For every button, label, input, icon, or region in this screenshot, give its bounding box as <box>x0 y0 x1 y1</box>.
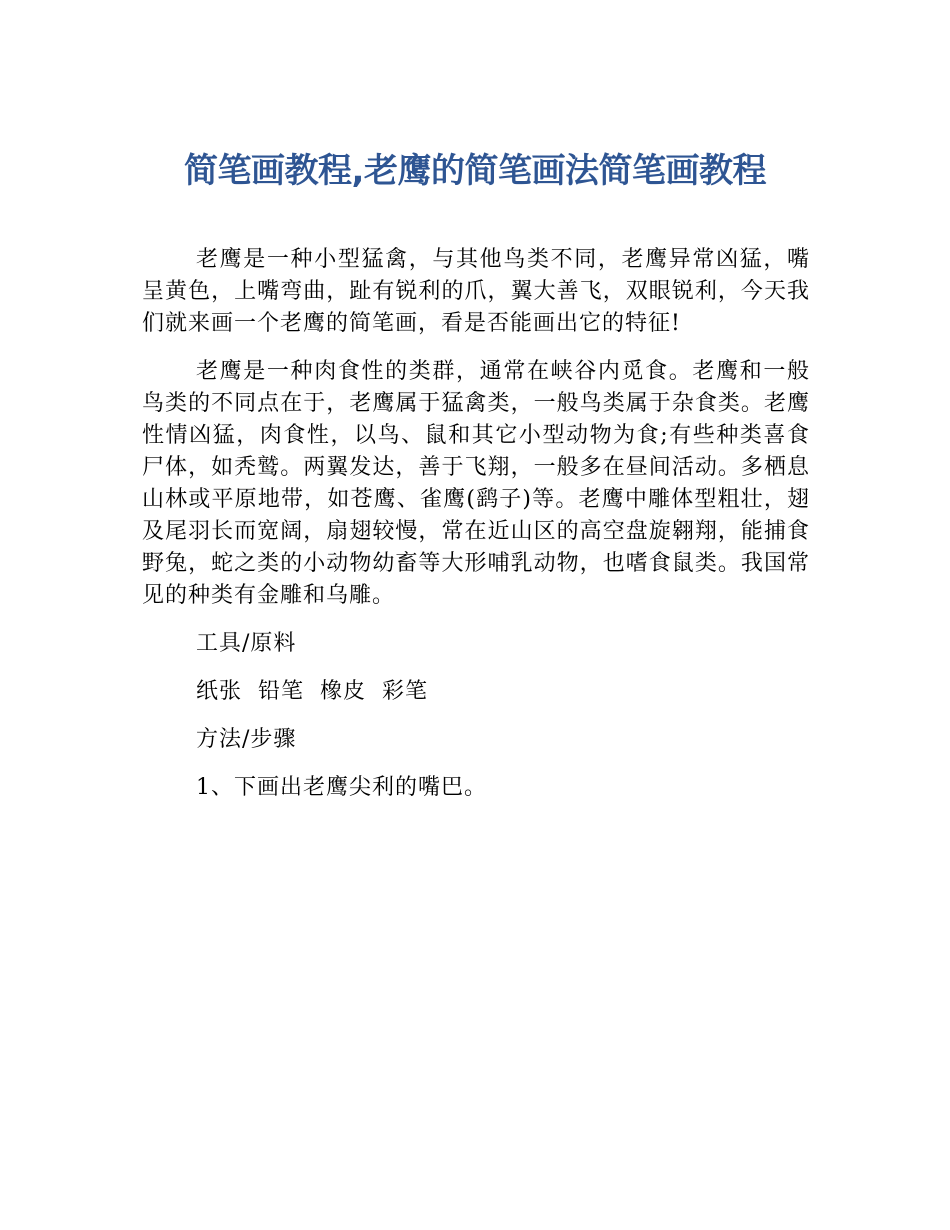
intro-paragraph: 老鹰是一种小型猛禽，与其他鸟类不同，老鹰异常凶猛，嘴呈黄色，上嘴弯曲，趾有锐利的爪，翼大善飞，双眼锐利，今天我们就来画一个老鹰的简笔画，看是否能画出它的特征! <box>142 247 810 336</box>
description-paragraph: 老鹰是一种肉食性的类群，通常在峡谷内觅食。老鹰和一般鸟类的不同点在于，老鹰属于猛禽类，一般鸟类属于杂食类。老鹰性情凶猛，肉食性，以鸟、鼠和其它小型动物为食;有些种类喜食尸体，如秃鹫。两翼发达，善于飞翔，一般多在昼间活动。多栖息山林或平原地带，如苍鹰、雀鹰(鹞子)等。老鹰中雕体型粗壮，翅及尾羽长而宽阔，扇翅较慢，常在近山区的高空盘旋翱翔，能捕食野兔，蛇之类的小动物幼畜等大形哺乳动物，也嗜食鼠类。我国常见的种类有金雕和乌雕。 <box>142 359 810 608</box>
document-body <box>142 244 810 820</box>
step-1: 1、下画出老鹰尖利的嘴巴。 <box>196 775 487 800</box>
tools-heading: 工具/原料 <box>196 631 297 656</box>
tools-list: 纸张 铅笔 橡皮 彩笔 <box>196 679 428 704</box>
steps-heading: 方法/步骤 <box>196 727 297 752</box>
document-title: 简笔画教程,老鹰的简笔画法简笔画教程 <box>184 151 766 191</box>
